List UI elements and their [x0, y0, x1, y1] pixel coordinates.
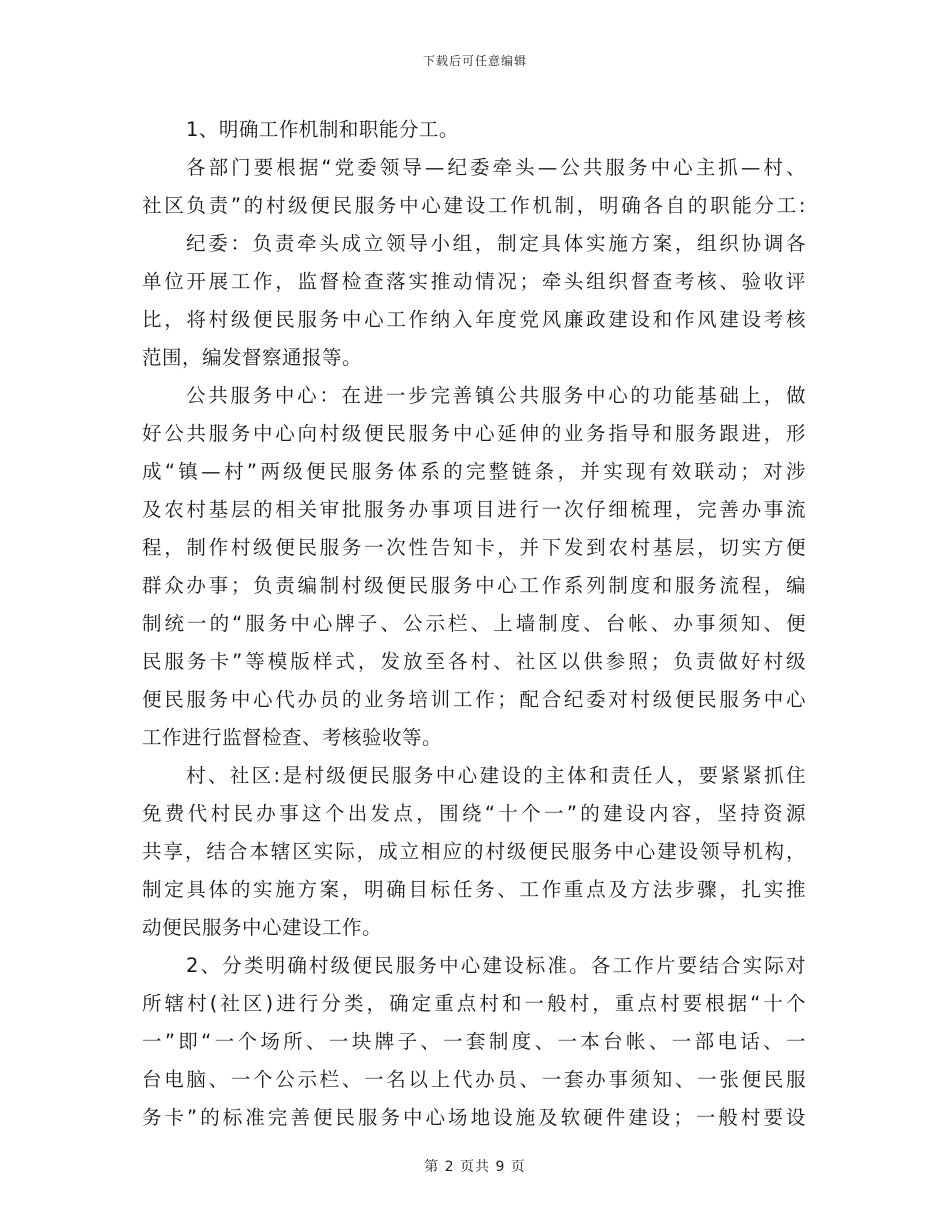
paragraph-line: 2、分类明确村级便民服务中心建设标准。各工作片要结合实际对 — [186, 954, 806, 977]
document-body — [142, 111, 806, 1137]
paragraph-line: 动便民服务中心建设工作。 — [142, 916, 383, 939]
paragraph-line: 纪委：负责牵头成立领导小组，制定具体实施方案，组织协调各 — [186, 232, 806, 255]
paragraph-line: 比，将村级便民服务中心工作纳入年度党风廉政建设和作风建设考核 — [142, 308, 806, 331]
paragraph-line: 便民服务中心代办员的业务培训工作；配合纪委对村级便民服务中心 — [142, 688, 806, 711]
page-header: 下载后可任意编辑 — [422, 54, 527, 68]
paragraph-line: 制统一的“服务中心牌子、公示栏、上墙制度、台帐、办事须知、便 — [142, 612, 806, 635]
paragraph-line: 群众办事；负责编制村级便民服务中心工作系列制度和服务流程，编 — [142, 574, 806, 597]
paragraph-line: 共享，结合本辖区实际，成立相应的村级便民服务中心建设领导机构， — [142, 840, 806, 863]
paragraph-line: 制定具体的实施方案，明确目标任务、工作重点及方法步骤，扎实推 — [142, 878, 806, 901]
paragraph-line: 一”即“一个场所、一块牌子、一套制度、一本台帐、一部电话、一 — [142, 1030, 806, 1053]
paragraph-line: 所辖村(社区)进行分类，确定重点村和一般村，重点村要根据“十个 — [142, 992, 806, 1015]
paragraph-line: 免费代村民办事这个出发点，围绕“十个一”的建设内容，坚持资源 — [142, 802, 806, 825]
paragraph-line: 台电脑、一个公示栏、一名以上代办员、一套办事须知、一张便民服 — [142, 1068, 806, 1091]
paragraph-line: 各部门要根据“党委领导—纪委牵头—公共服务中心主抓—村、 — [186, 156, 806, 179]
paragraph-line: 成“镇—村”两级便民服务体系的完整链条，并实现有效联动；对涉 — [142, 460, 806, 483]
paragraph-line: 务卡”的标准完善便民服务中心场地设施及软硬件建设；一般村要设 — [142, 1106, 806, 1129]
paragraph-line: 范围，编发督察通报等。 — [142, 346, 363, 369]
paragraph-line: 民服务卡”等模版样式，发放至各村、社区以供参照；负责做好村级 — [142, 650, 806, 673]
paragraph-line: 单位开展工作，监督检查落实推动情况；牵头组织督查考核、验收评 — [142, 270, 806, 293]
paragraph-line: 社区负责”的村级便民服务中心建设工作机制，明确各自的职能分工: — [142, 194, 806, 217]
paragraph-line: 工作进行监督检查、考核验收等。 — [142, 726, 443, 749]
paragraph-line: 及农村基层的相关审批服务办事项目进行一次仔细梳理，完善办事流 — [142, 498, 806, 521]
page-number: 第 2 页共 9 页 — [424, 1159, 526, 1175]
paragraph-line: 村、社区:是村级便民服务中心建设的主体和责任人，要紧紧抓住 — [186, 764, 806, 787]
paragraph-line: 程，制作村级便民服务一次性告知卡，并下发到农村基层，切实方便 — [142, 536, 806, 559]
paragraph-line: 公共服务中心：在进一步完善镇公共服务中心的功能基础上，做 — [186, 384, 806, 407]
paragraph-line: 1、明确工作机制和职能分工。 — [186, 118, 459, 141]
paragraph-line: 好公共服务中心向村级便民服务中心延伸的业务指导和服务跟进，形 — [142, 422, 806, 445]
